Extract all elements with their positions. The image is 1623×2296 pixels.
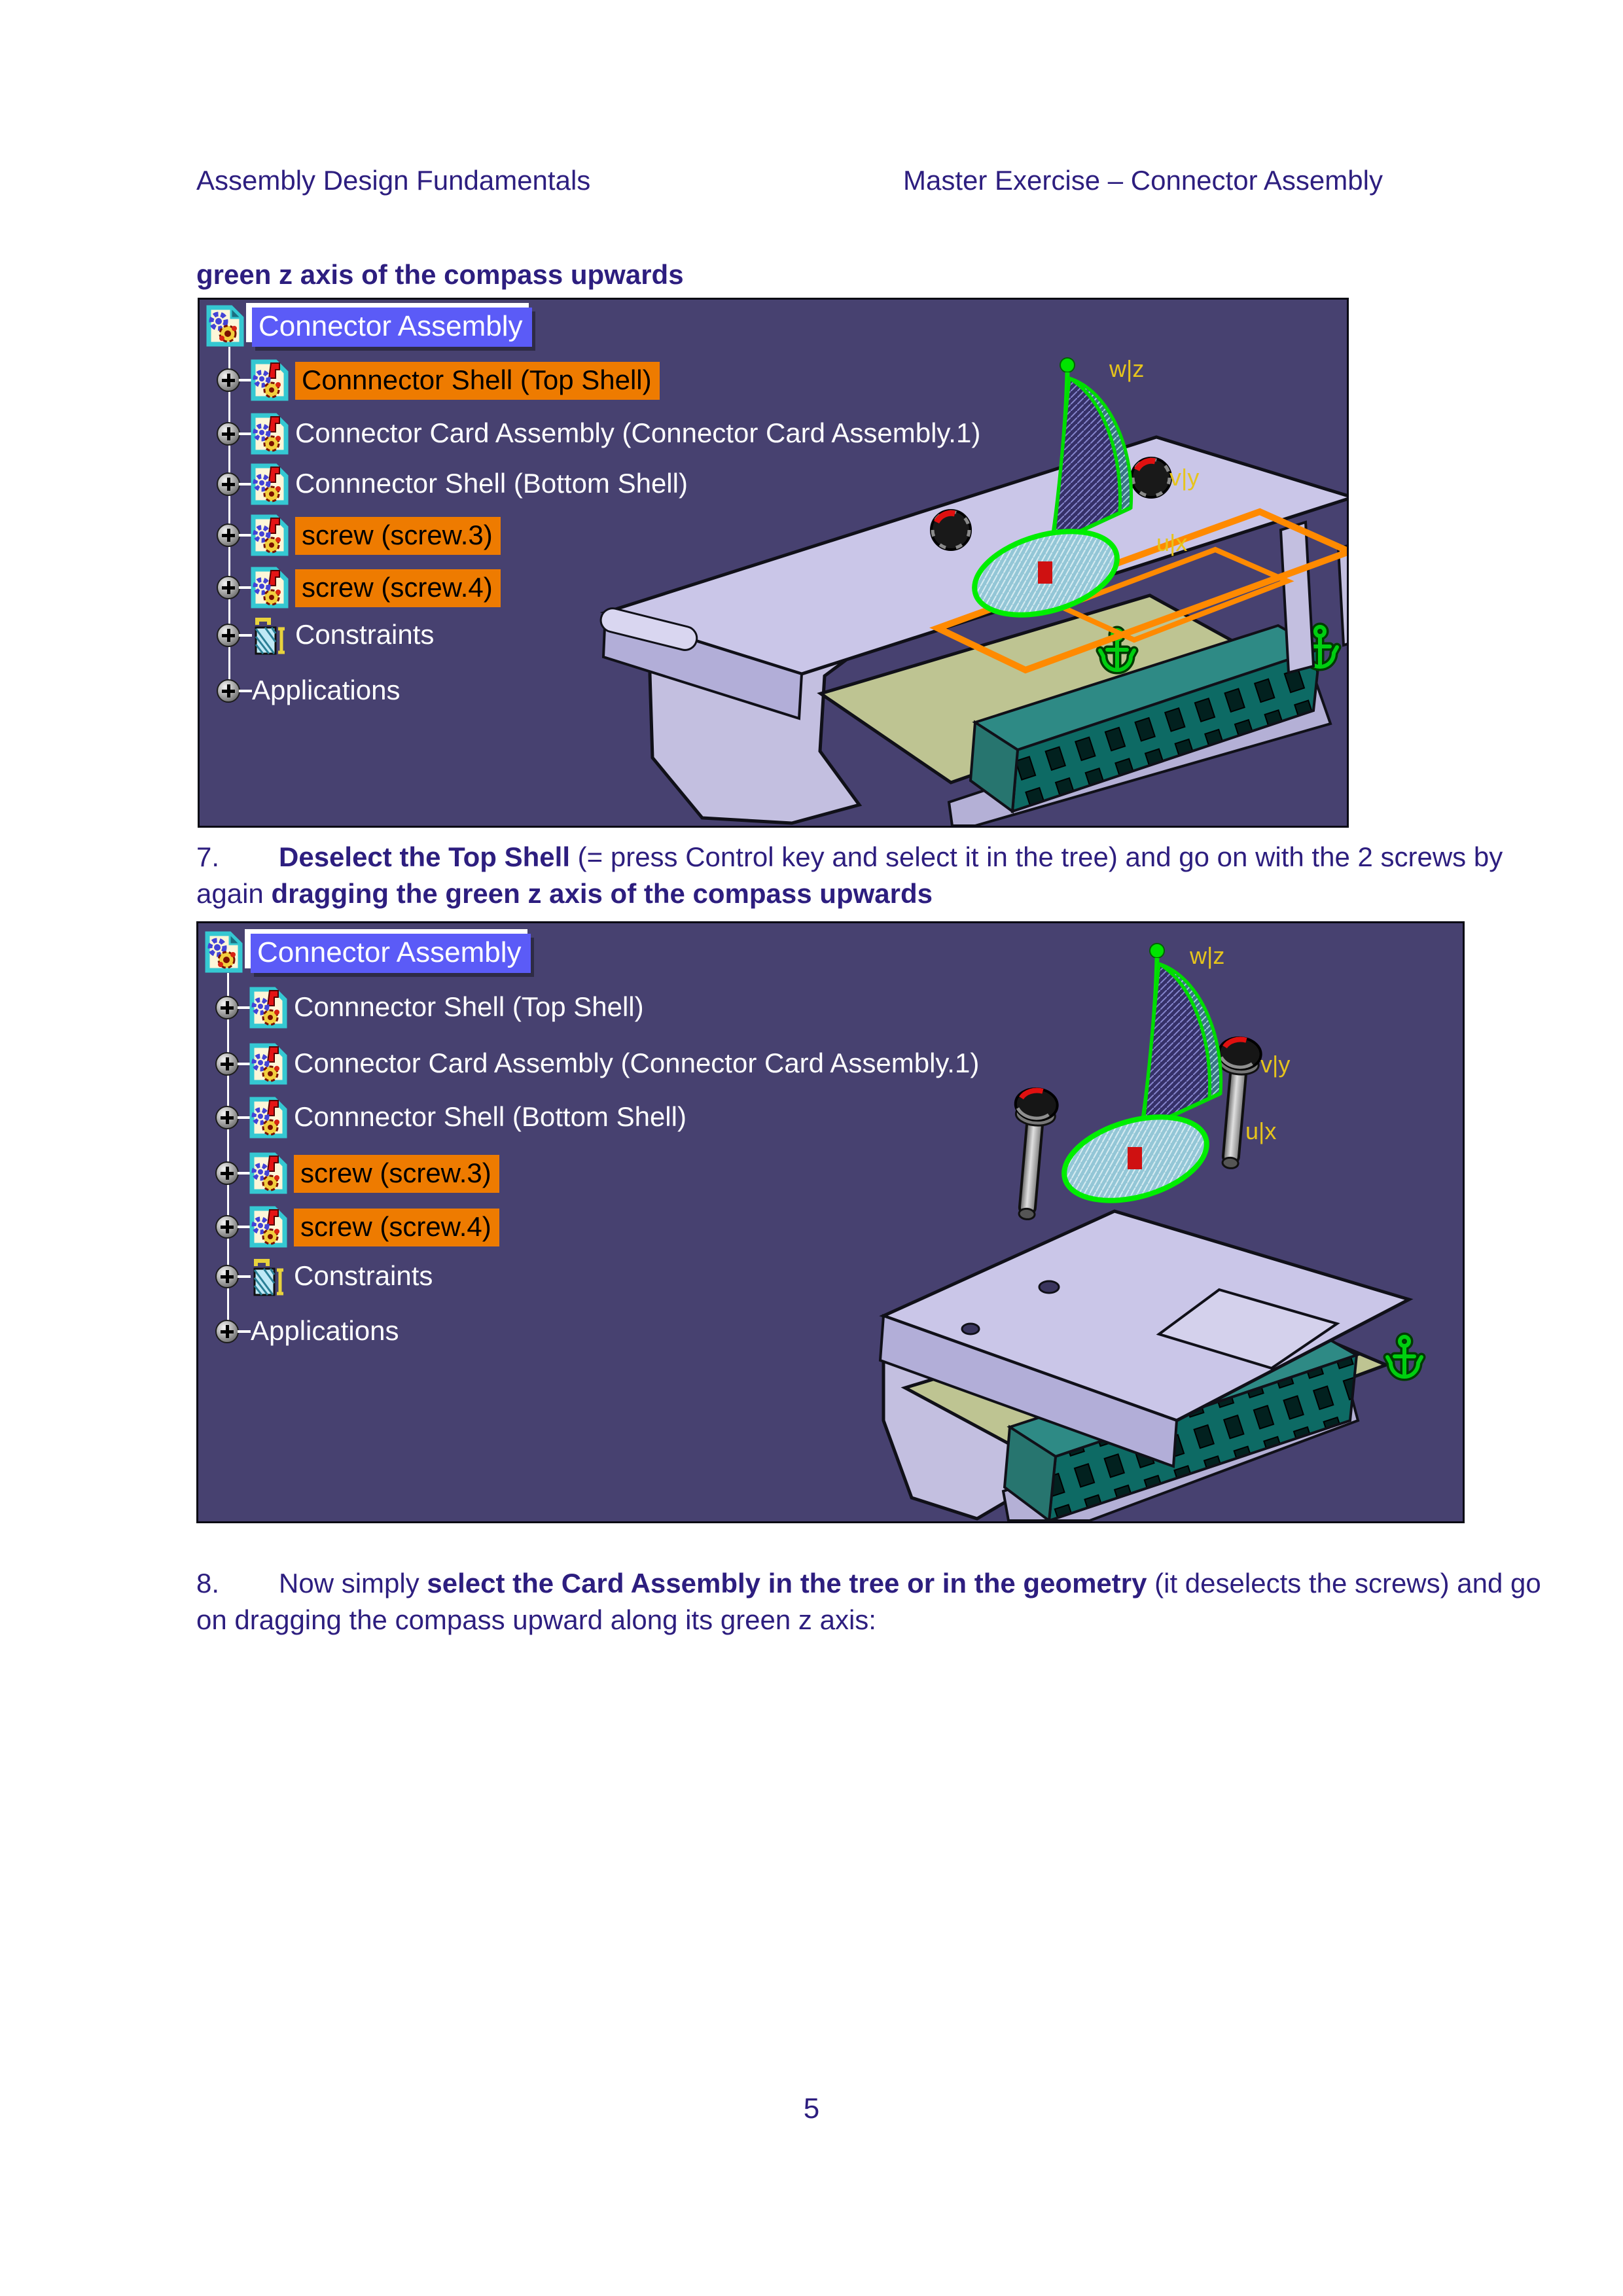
tree-item-constraints[interactable] — [198, 1256, 1463, 1298]
expand-plus-node[interactable] — [217, 679, 240, 703]
expand-plus-node[interactable] — [215, 1265, 239, 1288]
tree-item[interactable] — [200, 567, 1347, 609]
step-text: Now simply — [279, 1568, 427, 1598]
expand-plus-node[interactable] — [215, 996, 239, 1019]
tree-item-label[interactable]: screw (screw.3) — [294, 1155, 499, 1193]
expand-plus-node[interactable] — [217, 624, 240, 647]
tree-item[interactable] — [200, 514, 1347, 556]
axis-label-y[interactable]: v|y — [1169, 464, 1200, 491]
axis-label-z[interactable]: w|z — [1109, 355, 1145, 382]
tree-item-label[interactable]: Connector Card Assembly (Connector Card Assembly.1) — [294, 1048, 980, 1078]
tree-item-label[interactable]: Connector Assembly — [251, 934, 531, 973]
part-icon — [249, 514, 289, 556]
step-bold-text: dragging the green z axis of the compass upwards — [271, 878, 933, 909]
catia-screenshot-1 — [198, 298, 1349, 828]
tree-branch-line — [239, 690, 252, 692]
expand-plus-node[interactable] — [215, 1161, 239, 1185]
part-icon — [248, 1097, 287, 1139]
tree-item-label[interactable]: Connnector Shell (Bottom Shell) — [295, 468, 688, 499]
expand-plus-node[interactable] — [215, 1052, 239, 1076]
constraints-icon — [249, 614, 289, 656]
constraints-icon — [248, 1256, 287, 1298]
tree-item-label[interactable]: Connnector Shell (Top Shell) — [295, 362, 660, 400]
tree-item-root[interactable] — [198, 931, 1463, 973]
part-icon — [249, 567, 289, 609]
tree-item[interactable] — [198, 1206, 1463, 1248]
tree-item-label[interactable]: Applications — [252, 675, 401, 705]
expand-plus-node[interactable] — [217, 368, 240, 392]
axis-label-x[interactable]: u|x — [1245, 1118, 1277, 1144]
axis-label-x[interactable]: u|x — [1156, 529, 1188, 556]
tree-item-label[interactable]: Connnector Shell (Top Shell) — [294, 991, 644, 1022]
tree-item-label[interactable]: screw (screw.4) — [295, 569, 501, 607]
expand-plus-node[interactable] — [217, 422, 240, 446]
tree-item-label[interactable]: Connector Assembly — [252, 308, 532, 347]
tree-item[interactable] — [198, 1152, 1463, 1194]
header-left: Assembly Design Fundamentals — [196, 165, 591, 196]
tree-item-label[interactable]: Connector Card Assembly (Connector Card Assembly.1) — [295, 417, 981, 448]
step-8-paragraph — [196, 1565, 1544, 1638]
page-number: 5 — [803, 2093, 820, 2125]
tree-item-label[interactable]: Connnector Shell (Bottom Shell) — [294, 1101, 687, 1132]
intro-bold-line: green z axis of the compass upwards — [196, 259, 684, 290]
part-icon — [249, 463, 289, 505]
step-number: 8. — [196, 1568, 220, 1598]
tree-item[interactable] — [200, 413, 1347, 455]
tree-branch-line — [238, 1330, 251, 1333]
tree-item[interactable] — [200, 359, 1347, 401]
part-icon — [249, 359, 289, 401]
tree-item-label[interactable]: screw (screw.3) — [295, 517, 501, 555]
expand-plus-node[interactable] — [217, 576, 240, 599]
tree-item-label[interactable]: Applications — [251, 1315, 399, 1346]
tree-item-constraints[interactable] — [200, 614, 1347, 656]
step-bold-text: Deselect the Top Shell — [279, 841, 570, 872]
step-bold-text: select the Card Assembly in the tree or in the geometry — [427, 1568, 1147, 1598]
expand-plus-node[interactable] — [215, 1106, 239, 1129]
part-icon — [248, 1043, 287, 1085]
tree-item-applications[interactable] — [198, 1311, 1463, 1352]
tree-item-label[interactable]: Constraints — [295, 619, 435, 650]
expand-plus-node[interactable] — [217, 523, 240, 547]
part-icon — [249, 413, 289, 455]
step-text: (= press Control key and select it in the tree) and go on with the 2 screws by again — [196, 841, 1503, 909]
catia-screenshot-2 — [196, 921, 1465, 1523]
expand-plus-node[interactable] — [217, 472, 240, 496]
tree-item-label[interactable]: screw (screw.4) — [294, 1209, 499, 1246]
tree-item-label[interactable]: Constraints — [294, 1260, 433, 1291]
tree-item[interactable] — [198, 1097, 1463, 1139]
expand-plus-node[interactable] — [215, 1320, 239, 1343]
tree-item[interactable] — [200, 463, 1347, 505]
part-icon — [248, 987, 287, 1029]
step-text: (it deselects the screws) and go on dragging the compass upward along its green z axis: — [196, 1568, 1541, 1635]
axis-label-z[interactable]: w|z — [1190, 942, 1225, 969]
part-icon — [248, 1152, 287, 1194]
header-right: Master Exercise – Connector Assembly — [903, 165, 1383, 196]
axis-label-y[interactable]: v|y — [1260, 1051, 1291, 1078]
product-icon — [204, 931, 243, 973]
step-number: 7. — [196, 841, 220, 872]
tree-item[interactable] — [198, 1043, 1463, 1085]
expand-plus-node[interactable] — [215, 1215, 239, 1239]
step-7-paragraph — [196, 839, 1544, 912]
tree-item-root[interactable] — [200, 305, 1347, 347]
part-icon — [248, 1206, 287, 1248]
product-icon — [205, 305, 244, 347]
tree-item-applications[interactable] — [200, 670, 1347, 712]
tree-item[interactable] — [198, 987, 1463, 1029]
